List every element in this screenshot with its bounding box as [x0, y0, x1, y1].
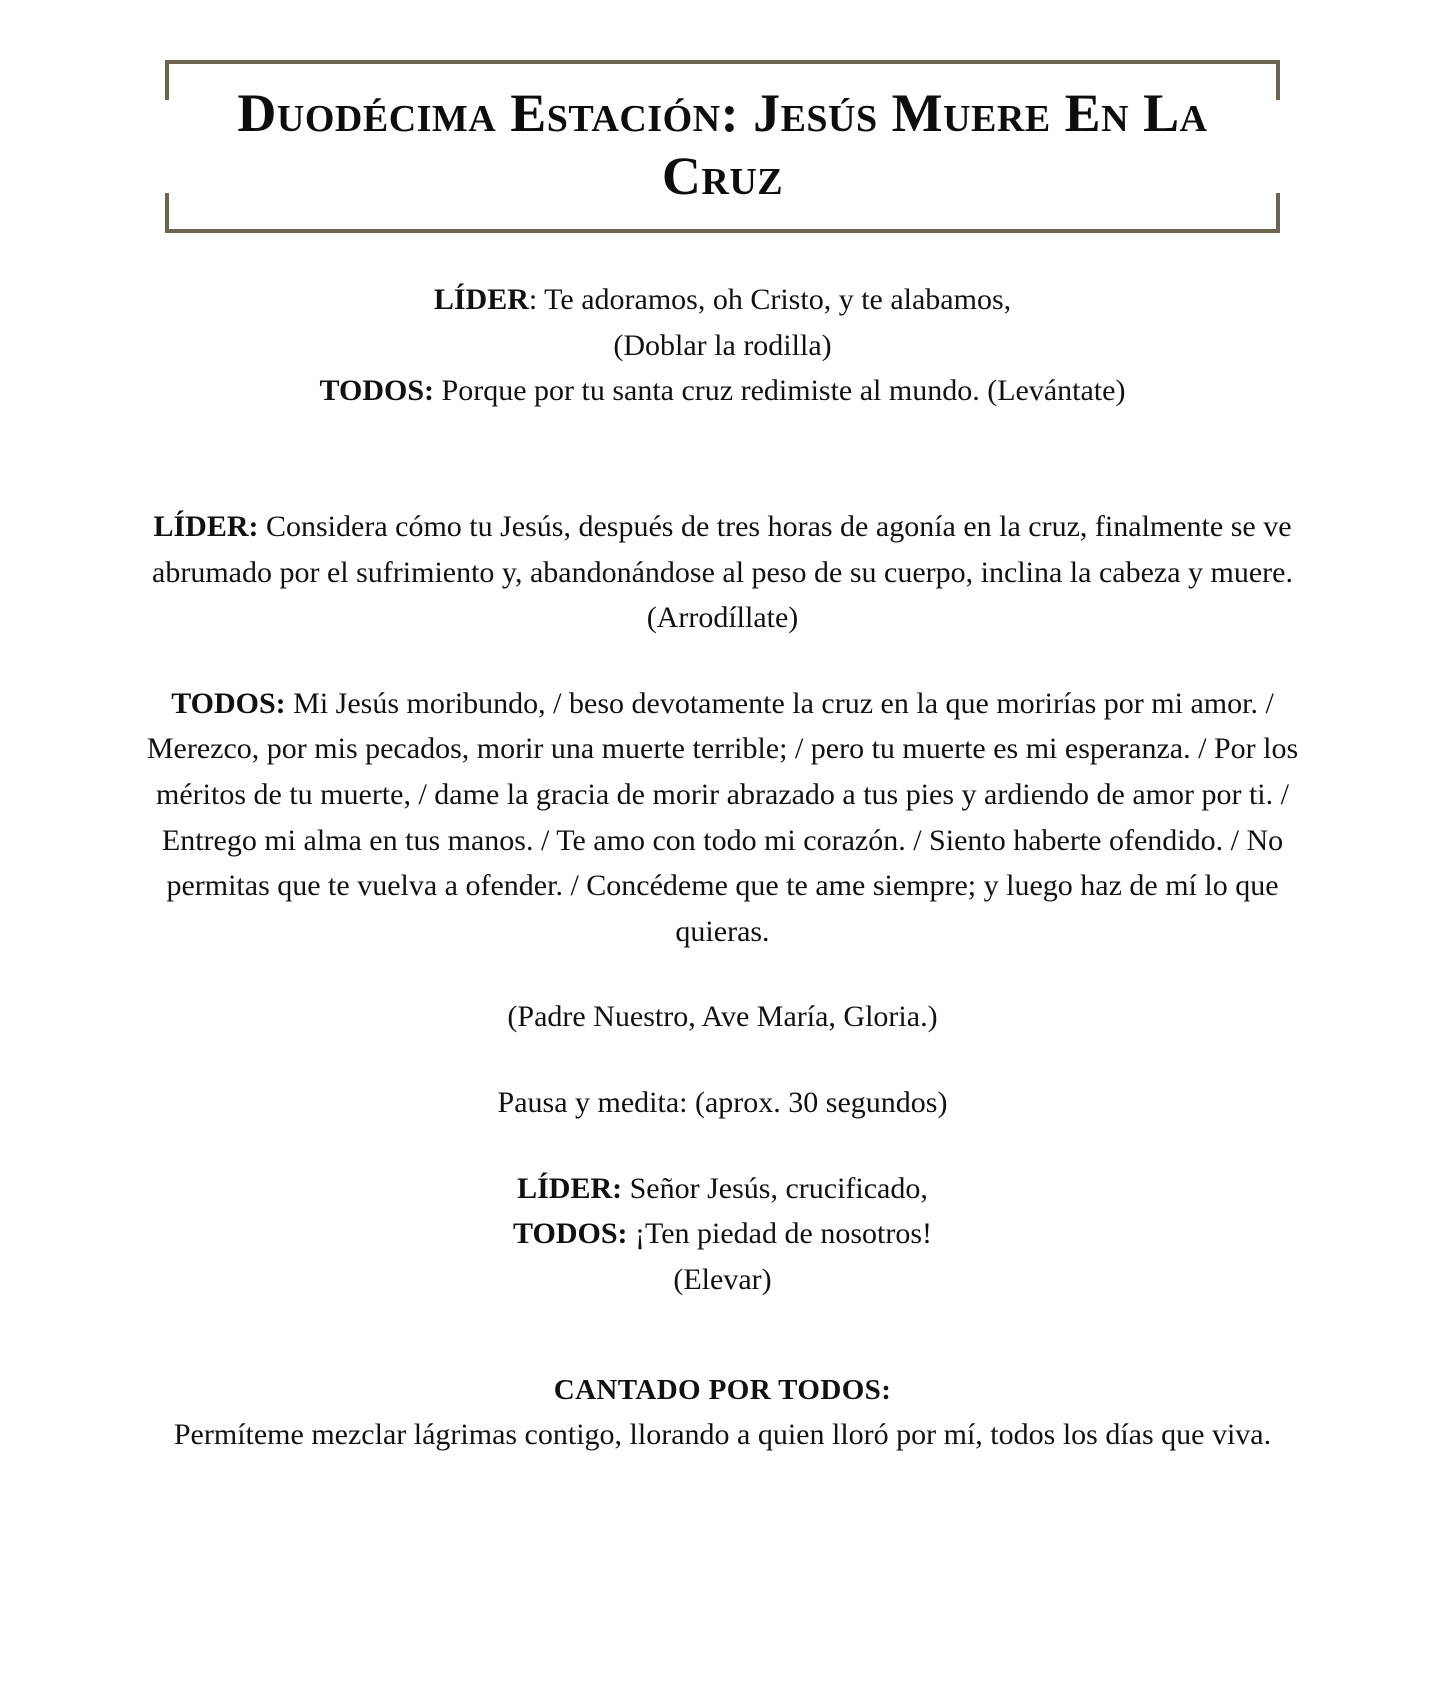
all-text: Mi Jesús moribundo, / beso devotamente la cruz en la que morirías por mi amor. / Merezco, por mis pecados, morir una muerte terrible; / pero tu muerte es mi esperanza. / Por los méritos de tu muerte, / dame la gracia de morir abrazado a tus pies y ardiendo de amor por ti. / Entrego mi alma en tus manos. / Te amo con todo mi corazón. / Siento haberte ofendido. / No permitas que te vuelva a ofender. / Concédeme que te ame siempre; y luego haz de mí lo que quieras. [146, 686, 1299, 948]
leader-label: LÍDER: [153, 510, 259, 544]
pause-note: Pausa y medita: (aprox. 30 segundos) [497, 1085, 948, 1119]
meditation-leader-line [120, 504, 1325, 641]
opening-leader-line [120, 277, 1325, 323]
invocation-leader-line [120, 1166, 1325, 1212]
leader-label: LÍDER [433, 283, 529, 317]
invocation-block [120, 1166, 1325, 1303]
response-block [120, 681, 1325, 955]
all-text: ¡Ten piedad de nosotros! [627, 1217, 932, 1251]
sung-text: Permíteme mezclar lágrimas contigo, llorando a quien lloró por mí, todos los días que viva. [173, 1418, 1272, 1452]
leader-text: : Te adoramos, oh Cristo, y te alabamos, [528, 283, 1012, 317]
frame-corner-bottom-right [1242, 193, 1280, 233]
all-text: Porque por tu santa cruz redimiste al mundo. (Levántate) [434, 374, 1126, 408]
meditation-block [120, 504, 1325, 641]
frame-corner-bottom-left [165, 193, 203, 233]
spacer [120, 1040, 1325, 1080]
spacer [120, 1126, 1325, 1166]
spacer [120, 414, 1325, 478]
invocation-stage-direction: (Elevar) [673, 1262, 772, 1296]
spacer [120, 1342, 1325, 1368]
leader-text: Señor Jesús, crucificado, [622, 1171, 928, 1205]
spacer [120, 1302, 1325, 1342]
spacer [120, 641, 1325, 681]
opening-versicle [120, 277, 1325, 414]
all-label: TODOS: [171, 686, 286, 720]
frame-edge-top [203, 60, 1242, 64]
frame-corner-top-right [1242, 60, 1280, 100]
frame-corner-top-left [165, 60, 203, 100]
spacer [120, 954, 1325, 994]
response-all-line [120, 681, 1325, 955]
spacer [120, 478, 1325, 504]
prayers-note: (Padre Nuestro, Ave María, Gloria.) [507, 1000, 938, 1034]
sung-heading [120, 1368, 1325, 1412]
all-label: TODOS: [513, 1217, 628, 1251]
leader-label: LÍDER: [517, 1171, 623, 1205]
frame-edge-bottom [203, 229, 1242, 233]
all-label: TODOS: [319, 374, 435, 408]
opening-stage-direction: (Doblar la rodilla) [613, 328, 832, 362]
title-frame [165, 60, 1280, 233]
opening-all-line [120, 368, 1325, 414]
page-title: Duodécima Estación: Jesús Muere En La Cruz [237, 83, 1208, 206]
leader-text: Considera cómo tu Jesús, después de tres horas de agonía en la cruz, finalmente se ve abrumado por el sufrimiento y, abandonándose al peso de su cuerpo, inclina la cabeza y muere. (Arrodíllate) [152, 510, 1293, 635]
document-body [120, 277, 1325, 1458]
sung-heading-text: CANTADO POR TODOS: [553, 1374, 892, 1407]
invocation-all-line [120, 1211, 1325, 1257]
